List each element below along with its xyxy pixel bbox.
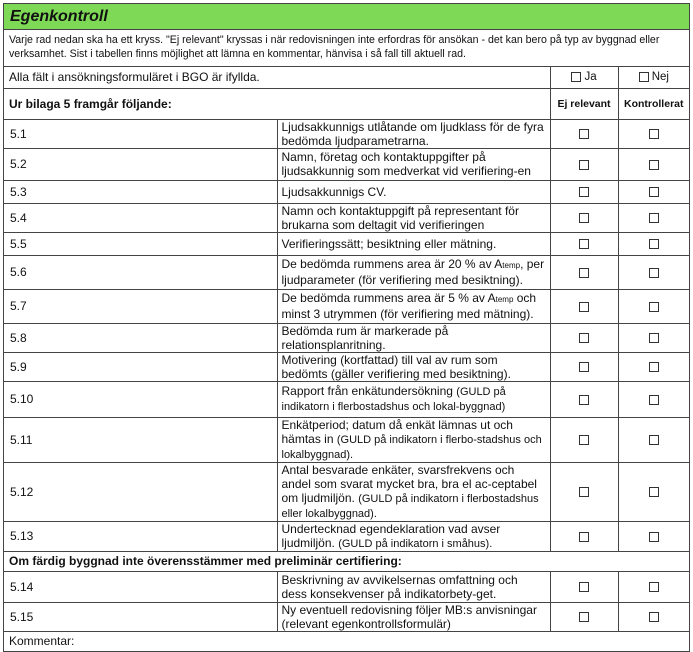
not-relevant-checkbox[interactable] [579,532,589,542]
not-relevant-cell[interactable] [550,521,618,551]
not-relevant-checkbox[interactable] [579,362,589,372]
row-note: (GULD på indikatorn i flerbo-stadshus och lokalbyggnad). [281,433,542,461]
not-relevant-cell[interactable] [550,203,618,232]
table-row [4,323,689,352]
row-number: 5.14 [4,571,277,602]
not-relevant-cell[interactable] [550,571,618,602]
checked-checkbox[interactable] [649,160,659,170]
not-relevant-checkbox[interactable] [579,129,589,139]
row-text: Ljudsakkunnigs CV. [277,180,550,203]
checked-checkbox[interactable] [649,129,659,139]
not-relevant-cell[interactable] [550,602,618,631]
row-text: Namn och kontaktuppgift på representant för brukarna som deltagit vid verifieringen [277,203,550,232]
checked-checkbox[interactable] [649,333,659,343]
row-number: 5.11 [4,417,277,462]
not-relevant-cell[interactable] [550,148,618,180]
row-text: Undertecknad egendeklaration vad avser ljudmiljön. (GULD på indikatorn i småhus). [277,521,550,551]
row-text: De bedömda rummens area är 5 % av Atemp och minst 3 utrymmen (för verifiering med mätning). [277,289,550,323]
row-text: Verifieringssätt; besiktning eller mätning. [277,232,550,255]
table-row [4,417,689,462]
row-number: 5.13 [4,521,277,551]
all-fields-row [4,67,689,88]
row-number: 5.3 [4,180,277,203]
row-text: Rapport från enkätundersökning (GULD på indikatorn i flerbostadshus och lokal-byggnad) [277,381,550,417]
row-number: 5.5 [4,232,277,255]
checked-checkbox[interactable] [649,532,659,542]
not-relevant-cell[interactable] [550,119,618,148]
checked-cell[interactable] [618,255,689,289]
not-relevant-checkbox[interactable] [579,487,589,497]
checked-cell[interactable] [618,148,689,180]
checked-cell[interactable] [618,180,689,203]
table-row [4,255,689,289]
table-row [4,289,689,323]
section2-rows [4,571,689,631]
col-header-checked: Kontrollerat [618,88,689,119]
table-row [4,148,689,180]
checked-cell[interactable] [618,417,689,462]
row-number: 5.9 [4,352,277,381]
table-row [4,232,689,255]
not-relevant-cell[interactable] [550,255,618,289]
checked-checkbox[interactable] [649,302,659,312]
checked-checkbox[interactable] [649,487,659,497]
row-number: 5.10 [4,381,277,417]
form-intro: Varje rad nedan ska ha ett kryss. "Ej relevant" kryssas i när redovisningen inte erfordras för ansökan - det kan bero på typ av byggnad eller verksamhet. Sist i tabellen finns möjlighet att lämna en kommentar, hänvisa i så fall till aktuell rad. [4,30,689,67]
table-row [4,521,689,551]
checked-cell[interactable] [618,352,689,381]
row-note: (GULD på indikatorn i småhus). [338,537,493,550]
row-note: (GULD på indikatorn i flerbostadshus eller lokalbyggnad). [281,492,539,520]
row-text: De bedömda rummens area är 20 % av Atemp, per ljudparameter (för verifiering med besiktning). [277,255,550,289]
section1-heading: Ur bilaga 5 framgår följande: [4,88,550,119]
table-row [4,602,689,631]
comment-label: Kommentar: [9,633,75,648]
not-relevant-checkbox[interactable] [579,268,589,278]
egenkontroll-form [3,3,690,652]
checked-checkbox[interactable] [649,239,659,249]
checked-checkbox[interactable] [649,213,659,223]
checked-cell[interactable] [618,521,689,551]
checked-checkbox[interactable] [649,582,659,592]
row-text: Ljudsakkunnigs utlåtande om ljudklass för de fyra bedömda ljudparametrarna. [277,119,550,148]
table-row [4,381,689,417]
subscript-text: temp [502,261,521,270]
checked-checkbox[interactable] [649,612,659,622]
section1-header-row [4,88,689,119]
yes-label: Ja [584,71,597,84]
not-relevant-cell[interactable] [550,232,618,255]
checked-cell[interactable] [618,203,689,232]
no-label: Nej [651,71,669,84]
row-number: 5.1 [4,119,277,148]
checked-cell[interactable] [618,462,689,521]
checked-checkbox[interactable] [649,268,659,278]
section2-heading: Om färdig byggnad inte överensstämmer med preliminär certifiering: [4,551,689,571]
row-number: 5.12 [4,462,277,521]
checked-checkbox[interactable] [649,187,659,197]
all-fields-text: Alla fält i ansökningsformuläret i BGO är ifyllda. [4,67,550,88]
form-title-bar [4,4,689,30]
checked-cell[interactable] [618,602,689,631]
yes-option[interactable] [550,67,618,88]
row-text: Bedömda rum är markerade på relationsplanritning. [277,323,550,352]
not-relevant-cell[interactable] [550,381,618,417]
checked-cell[interactable] [618,323,689,352]
not-relevant-cell[interactable] [550,323,618,352]
col-header-not-relevant: Ej relevant [550,88,618,119]
checked-checkbox[interactable] [649,362,659,372]
row-number: 5.7 [4,289,277,323]
table-row [4,571,689,602]
row-text: Antal besvarade enkäter, svarsfrekvens och andel som svarat mycket bra, bra el ac-ceptabel om ljudmiljön. (GULD på indikatorn i flerbostadshus eller lokalbyggnad). [277,462,550,521]
not-relevant-cell[interactable] [550,289,618,323]
table-row [4,119,689,148]
table-row [4,352,689,381]
not-relevant-checkbox[interactable] [579,612,589,622]
table-row [4,462,689,521]
checked-checkbox[interactable] [649,395,659,405]
comment-field[interactable] [4,632,689,651]
no-option[interactable] [618,67,689,88]
row-text: Beskrivning av avvikelsernas omfattning och dess konsekvenser på indikatorbety-get. [277,571,550,602]
not-relevant-checkbox[interactable] [579,582,589,592]
row-text: Motivering (kortfattad) till val av rum som bedömts (gäller verifiering med besiktning). [277,352,550,381]
not-relevant-checkbox[interactable] [579,435,589,445]
not-relevant-checkbox[interactable] [579,213,589,223]
row-number: 5.4 [4,203,277,232]
section2-header-row [4,551,689,571]
no-checkbox[interactable] [639,72,649,82]
not-relevant-cell[interactable] [550,462,618,521]
checked-cell[interactable] [618,119,689,148]
checked-cell[interactable] [618,381,689,417]
not-relevant-checkbox[interactable] [579,302,589,312]
row-number: 5.8 [4,323,277,352]
section1-rows [4,119,689,551]
not-relevant-cell[interactable] [550,352,618,381]
table-row [4,180,689,203]
not-relevant-checkbox[interactable] [579,160,589,170]
checked-cell[interactable] [618,232,689,255]
checklist-table [4,67,689,632]
not-relevant-checkbox[interactable] [579,187,589,197]
form-title: Egenkontroll [10,8,108,25]
yes-checkbox[interactable] [571,72,581,82]
subscript-text: temp [495,295,514,304]
row-note: (GULD på indikatorn i flerbostadshus och lokal-byggnad) [281,386,506,413]
checked-cell[interactable] [618,289,689,323]
row-number: 5.15 [4,602,277,631]
row-text: Ny eventuell redovisning följer MB:s anvisningar (relevant egenkontrollsformulär) [277,602,550,631]
checked-checkbox[interactable] [649,435,659,445]
table-row [4,203,689,232]
row-number: 5.2 [4,148,277,180]
checked-cell[interactable] [618,571,689,602]
row-text: Enkätperiod; datum då enkät lämnas ut och hämtas in (GULD på indikatorn i flerbo-stadshus och lokalbyggnad). [277,417,550,462]
not-relevant-checkbox[interactable] [579,239,589,249]
row-number: 5.6 [4,255,277,289]
not-relevant-checkbox[interactable] [579,333,589,343]
not-relevant-cell[interactable] [550,180,618,203]
row-text: Namn, företag och kontaktuppgifter på ljudsakkunnig som medverkat vid verifiering-en [277,148,550,180]
not-relevant-cell[interactable] [550,417,618,462]
not-relevant-checkbox[interactable] [579,395,589,405]
